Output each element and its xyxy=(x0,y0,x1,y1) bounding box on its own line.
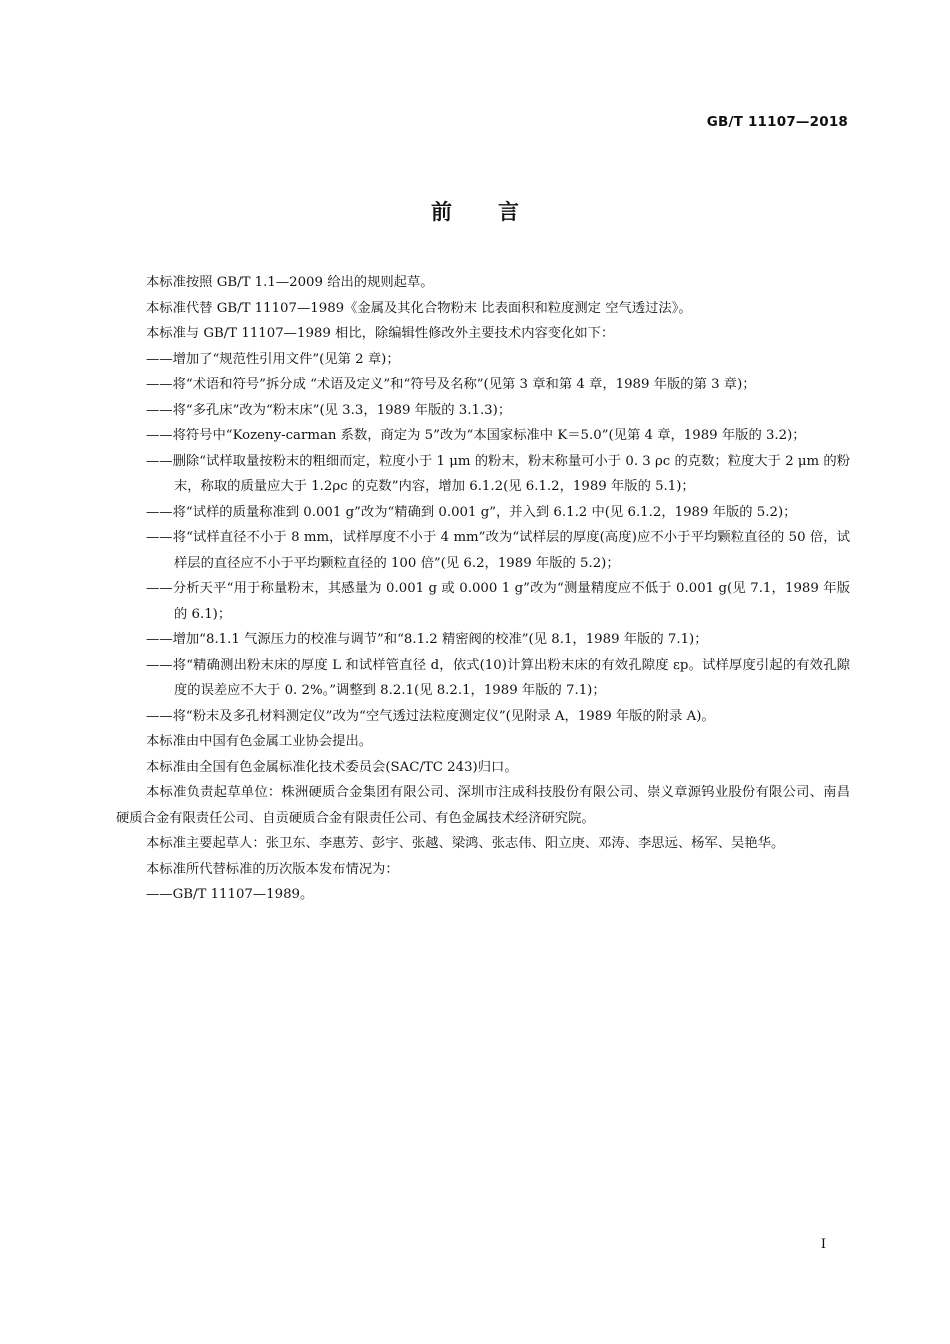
paragraph: 本标准所代替标准的历次版本发布情况为： xyxy=(146,861,399,877)
change-item: ——将“精确测出粉末床的厚度 L 和试样管直径 d，依式(10)计算出粉末床的有效孔隙度 εp。试样厚度引起的有效孔隙度的误差应不大于 0. 2%。”调整到 8.2.1(见 8.2.1，1989 年版的 7.1)； xyxy=(146,657,850,698)
paragraph: 本标准负责起草单位：株洲硬质合金集团有限公司、深圳市注成科技股份有限公司、崇义章源钨业股份有限公司、南昌硬质合金有限责任公司、自贡硬质合金有限责任公司、有色金属技术经济研究院。 xyxy=(116,785,850,826)
change-item: ——将“多孔床”改为“粉末床”(见 3.3，1989 年版的 3.1.3)； xyxy=(146,402,512,418)
change-item: ——将“试样的质量称准到 0.001 g”改为“精确到 0.001 g”，并入到 6.1.2 中(见 6.1.2，1989 年版的 5.2)； xyxy=(146,504,797,520)
change-item: ——将“术语和符号”拆分成 “术语及定义”和“符号及名称”(见第 3 章和第 4 章，1989 年版的第 3 章)； xyxy=(146,377,756,392)
change-item: ——分析天平“用于称量粉末，其感量为 0.001 g 或 0.000 1 g”改为“测量精度应不低于 0.001 g(见 7.1，1989 年版的 6.1)； xyxy=(146,581,850,622)
page-title: 前言 xyxy=(431,200,565,224)
paragraph: 本标准主要起草人：张卫东、李惠芳、彭宇、张越、梁鸿、张志伟、阳立庚、邓涛、李思远、杨军、吴艳华。 xyxy=(146,836,785,851)
paragraph: 本标准按照 GB/T 1.1—2009 给出的规则起草。 xyxy=(146,275,434,290)
paragraph: 本标准由全国有色金属标准化技术委员会(SAC/TC 243)归口。 xyxy=(146,759,518,775)
page-number: I xyxy=(820,1237,826,1252)
history-item: ——GB/T 11107—1989。 xyxy=(146,887,314,902)
change-item: ——将“试样直径不小于 8 mm，试样厚度不小于 4 mm”改为“试样层的厚度(高度)应不小于平均颗粒直径的 50 倍，试样层的直径应不小于平均颗粒直径的 100 倍”(见 6.2，1989 年版的 5.2)； xyxy=(146,530,850,571)
change-item: ——将“粉末及多孔材料测定仪”改为“空气透过法粒度测定仪”(见附录 A，1989 年版的附录 A)。 xyxy=(146,708,715,724)
standard-number: GB/T 11107—2018 xyxy=(706,114,848,130)
paragraph: 本标准与 GB/T 11107—1989 相比，除编辑性修改外主要技术内容变化如下： xyxy=(146,326,615,341)
paragraph: 本标准代替 GB/T 11107—1989《金属及其化合物粉末 比表面积和粒度测定 空气透过法》。 xyxy=(146,300,692,316)
change-item: ——增加了“规范性引用文件”(见第 2 章)； xyxy=(146,351,400,367)
change-item: ——将符号中“Kozeny-carman 系数，商定为 5”改为“本国家标准中 K＝5.0”(见第 4 章，1989 年版的 3.2)； xyxy=(146,428,806,443)
change-item: ——删除“试样取量按粉末的粗细而定，粒度小于 1 μm 的粉末，粉末称量可小于 0. 3 ρc 的克数；粒度大于 2 μm 的粉末，称取的质量应大于 1.2ρc 的克数”内容，增加 6.1.2(见 6.1.2，1989 年版的 5.1)； xyxy=(146,453,850,494)
change-item: ——增加“8.1.1 气源压力的校准与调节”和“8.1.2 精密阀的校准”(见 8.1，1989 年版的 7.1)； xyxy=(146,632,708,647)
paragraph: 本标准由中国有色金属工业协会提出。 xyxy=(146,734,373,749)
foreword-body xyxy=(116,270,850,908)
